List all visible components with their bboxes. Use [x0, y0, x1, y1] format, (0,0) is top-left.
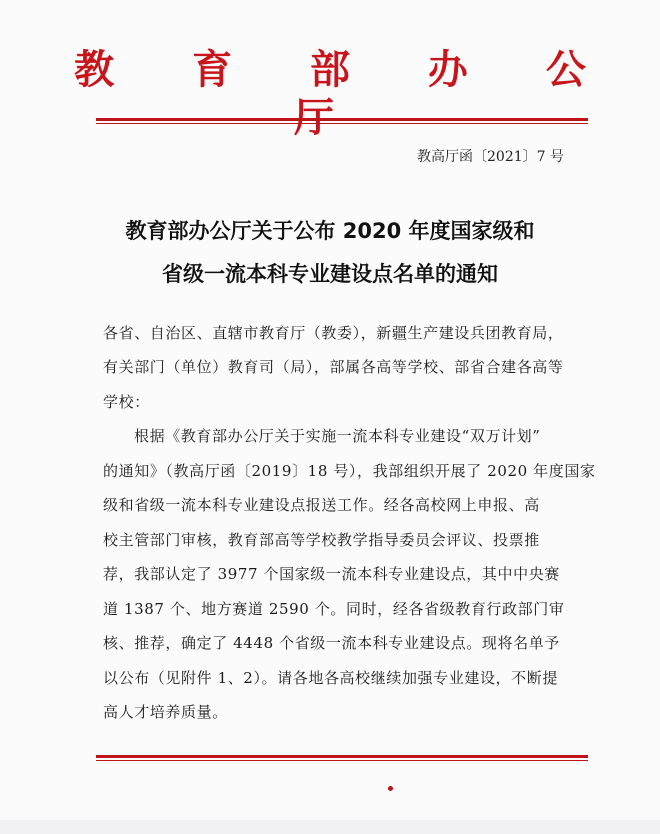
body-line: 校主管部门审核，教育部高等学校教学指导委员会评议、投票推	[103, 531, 540, 549]
red-dot-mark	[388, 786, 393, 791]
body-line: 有关部门（单位）教育司（局），部属各高等学校、部省合建各高等	[103, 358, 564, 376]
body-line: 根据《教育部办公厅关于实施一流本科专业建设“双万计划”	[134, 427, 541, 445]
body-line: 核、推荐，确定了 4448 个省级一流本科专业建设点。现将名单予	[103, 634, 560, 652]
footer-rule-thin	[96, 760, 588, 761]
footer-rule-thick	[96, 755, 588, 758]
body-line: 学校：	[103, 393, 150, 411]
letterhead-org-name: 教 育 部 办 公	[74, 47, 618, 93]
body-line: 的通知》（教高厅函〔2019〕18 号），我部组织开展了 2020 年度国家	[103, 462, 596, 480]
body-line: 各省、自治区、直辖市教育厅（教委），新疆生产建设兵团教育局，	[103, 324, 564, 342]
body-line: 级和省级一流本科专业建设点报送工作。经各高校网上申报、高	[103, 496, 540, 514]
body-line: 以公布（见附件 1、2）。请各地各高校继续加强专业建设，不断提	[103, 669, 558, 687]
body-line: 高人才培养质量。	[103, 703, 228, 721]
letterhead-rule-thick	[96, 118, 588, 121]
document-number: 教高厅函〔2021〕7 号	[417, 149, 564, 165]
body-line: 道 1387 个、地方赛道 2590 个。同时，经各省级教育行政部门审	[103, 600, 565, 618]
notice-title-line-2: 省级一流本科专业建设点名单的通知	[162, 262, 498, 286]
letterhead-rule-thin	[96, 123, 588, 124]
notice-title-line-1: 教育部办公厅关于公布 2020 年度国家级和	[125, 219, 535, 243]
body-line: 荐，我部认定了 3977 个国家级一流本科专业建设点，其中中央赛	[103, 565, 560, 583]
